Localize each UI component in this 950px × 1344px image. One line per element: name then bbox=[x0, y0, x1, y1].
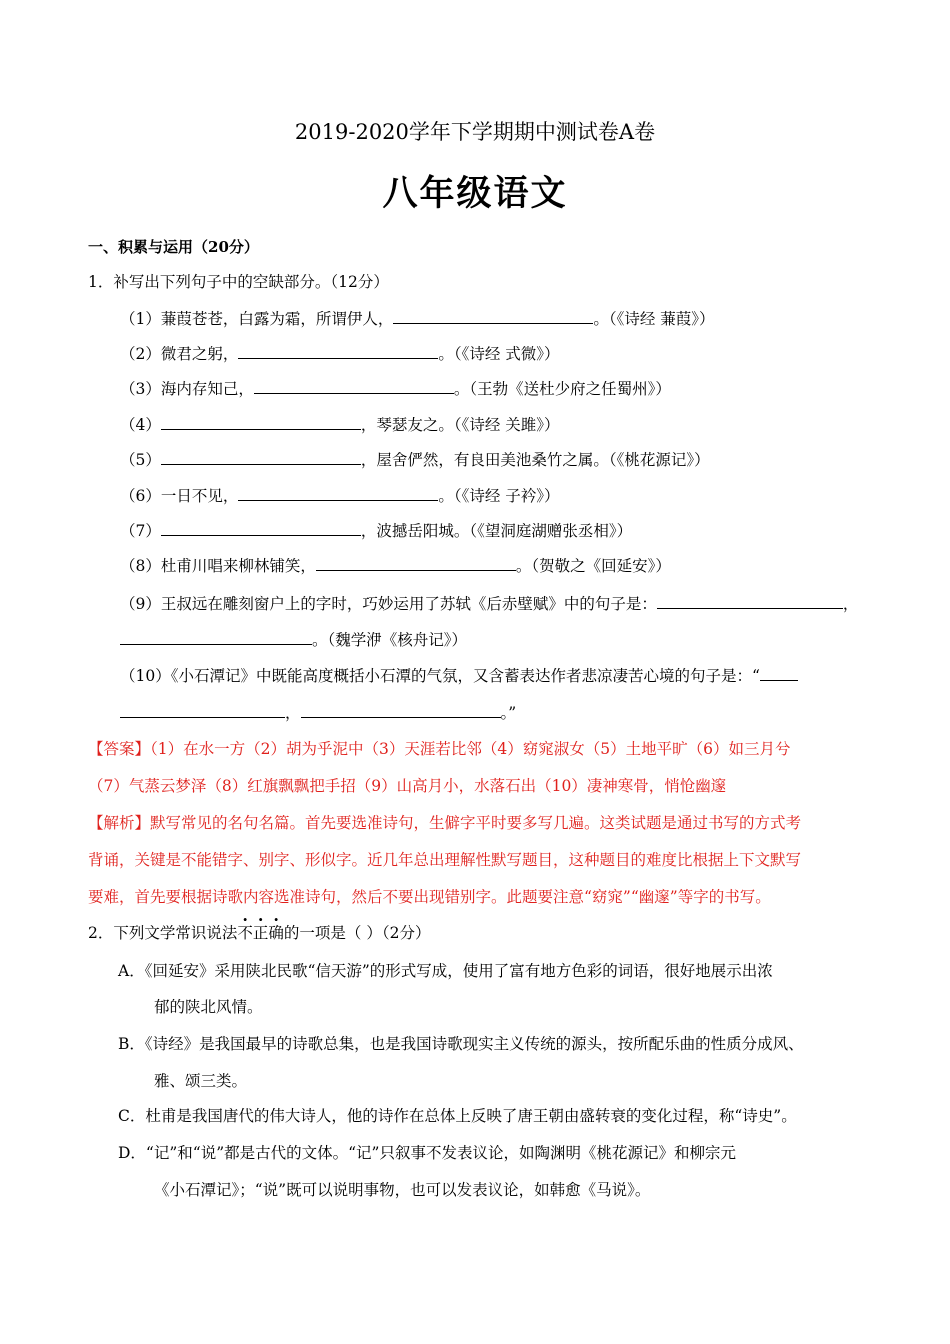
option-b-cont: 雅、颂三类。 bbox=[154, 1072, 248, 1090]
answer-blank[interactable] bbox=[161, 412, 361, 430]
item-text: （6）一日不见， bbox=[120, 487, 239, 505]
item-source: 。（《诗经 蒹葭》） bbox=[593, 310, 715, 328]
q1-item-10 bbox=[120, 663, 798, 687]
item-source: ，屋舍俨然，有良田美池桑竹之属。（《桃花源记》） bbox=[360, 451, 710, 469]
item-end: 。” bbox=[500, 704, 517, 722]
item-source: 。（《诗经 式微》） bbox=[438, 345, 560, 363]
exam-title: 2019-2020学年下学期期中测试卷A卷 bbox=[294, 120, 656, 144]
q1-item-4 bbox=[120, 412, 560, 436]
item-text: （7） bbox=[120, 522, 161, 540]
analysis-line: 背诵，关键是不能错字、别字、形似字。近几年总出理解性默写题目，这种题目的难度比根据上下文默写 bbox=[88, 851, 802, 869]
q1-item-7 bbox=[120, 518, 632, 542]
q1-item-8 bbox=[120, 553, 671, 577]
item-text: （10）《小石潭记》中既能高度概括小石潭的气氛，又含蓄表达作者悲凉凄苦心境的句子是：“ bbox=[120, 667, 760, 685]
answer-blank[interactable] bbox=[120, 627, 312, 645]
answer-tag: 【答案】 bbox=[88, 740, 151, 758]
stem-text: 2．下列文学常识说法 bbox=[88, 924, 238, 942]
item-text: （2）微君之躬， bbox=[120, 345, 239, 363]
analysis-line: 要难，首先要根据诗歌内容选准诗句，然后不要出现错别字。此题要注意“窈窕”“幽邃”等字的书写。 bbox=[88, 888, 771, 906]
answer-blank[interactable] bbox=[120, 700, 285, 718]
answer-blank[interactable] bbox=[301, 700, 501, 718]
answer-line: （7）气蒸云梦泽（8）红旗飘飘把手招（9）山高月小，水落石出（10）凄神寒骨，悄怆幽邃 bbox=[88, 777, 727, 795]
q1-item-9 bbox=[120, 591, 858, 615]
item-source: ，波撼岳阳城。（《望洞庭湖赠张丞相》） bbox=[360, 522, 633, 540]
item-separator: ， bbox=[285, 704, 301, 722]
emphasis-char: 不 bbox=[237, 924, 253, 942]
answer-blank[interactable] bbox=[238, 483, 438, 501]
answer-blank[interactable] bbox=[316, 553, 516, 571]
answer-blank[interactable] bbox=[760, 663, 798, 681]
option-d[interactable]: D．“记”和“说”都是古代的文体。“记”只叙事不发表议论，如陶渊明《桃花源记》和柳宗元 bbox=[118, 1144, 736, 1162]
answer-blank[interactable] bbox=[238, 341, 438, 359]
option-a[interactable]: A．《回延安》采用陕北民歌“信天游”的形式写成，使用了富有地方色彩的词语，很好地展示出浓 bbox=[118, 962, 773, 980]
q1-item-1 bbox=[120, 306, 715, 330]
item-source: 。（《诗经 子衿》） bbox=[438, 487, 560, 505]
question-1-stem: 1．补写出下列句子中的空缺部分。（12分） bbox=[88, 273, 389, 291]
stem-text: 的一项是（ ）（2分） bbox=[283, 924, 431, 942]
q1-item-9-cont bbox=[120, 627, 467, 651]
q1-item-5 bbox=[120, 447, 710, 471]
item-text: （4） bbox=[120, 416, 161, 434]
answer-block bbox=[88, 738, 790, 760]
emphasis-char: 确 bbox=[268, 924, 284, 942]
option-b[interactable]: B．《诗经》是我国最早的诗歌总集，也是我国诗歌现实主义传统的源头，按所配乐曲的性质分成风、 bbox=[118, 1035, 804, 1053]
item-text: （5） bbox=[120, 451, 161, 469]
answer-line: （1）在水一方（2）胡为乎泥中（3）天涯若比邻（4）窈窕淑女（5）土地平旷（6）如三月兮 bbox=[150, 740, 791, 758]
analysis-line: 默写常见的名句名篇。首先要选准诗句，生僻字平时要多写几遍。这类试题是通过书写的方式考 bbox=[150, 814, 802, 832]
option-d-cont: 《小石潭记》；“说”既可以说明事物，也可以发表议论，如韩愈《马说》。 bbox=[154, 1181, 651, 1199]
q1-item-6 bbox=[120, 483, 560, 507]
item-text: （3）海内存知己， bbox=[120, 380, 254, 398]
answer-blank[interactable] bbox=[161, 518, 361, 536]
item-separator: ， bbox=[842, 595, 859, 613]
option-a-cont: 郁的陕北风情。 bbox=[154, 998, 263, 1016]
answer-blank[interactable] bbox=[657, 591, 843, 609]
answer-blank[interactable] bbox=[254, 376, 454, 394]
answer-blank[interactable] bbox=[393, 306, 593, 324]
item-text: （9）王叔远在雕刻窗户上的字时，巧妙运用了苏轼《后赤壁赋》中的句子是： bbox=[120, 595, 657, 613]
analysis-tag: 【解析】 bbox=[88, 814, 151, 832]
question-2-stem bbox=[88, 922, 430, 944]
q1-item-2 bbox=[120, 341, 560, 365]
answer-blank[interactable] bbox=[161, 447, 361, 465]
q1-item-10-cont bbox=[120, 700, 516, 724]
item-source: 。（贺敬之《回延安》） bbox=[515, 557, 671, 575]
option-c[interactable]: C．杜甫是我国唐代的伟大诗人，他的诗作在总体上反映了唐王朝由盛转衰的变化过程，称“诗史”。 bbox=[118, 1107, 797, 1125]
item-text: （8）杜甫川唱来柳林铺笑， bbox=[120, 557, 316, 575]
emphasis-char: 正 bbox=[252, 924, 269, 942]
subject-title: 八年级语文 bbox=[382, 173, 568, 214]
item-source: ，琴瑟友之。（《诗经 关雎》） bbox=[360, 416, 560, 434]
item-text: （1）蒹葭苍苍，白露为霜，所谓伊人， bbox=[120, 310, 394, 328]
section-heading: 一、积累与运用（20分） bbox=[88, 238, 259, 256]
item-source: 。（魏学洢《核舟记》） bbox=[312, 631, 468, 649]
analysis-block bbox=[88, 812, 801, 834]
item-source: 。（王勃《送杜少府之任蜀州》） bbox=[453, 380, 671, 398]
q1-item-3 bbox=[120, 376, 671, 400]
